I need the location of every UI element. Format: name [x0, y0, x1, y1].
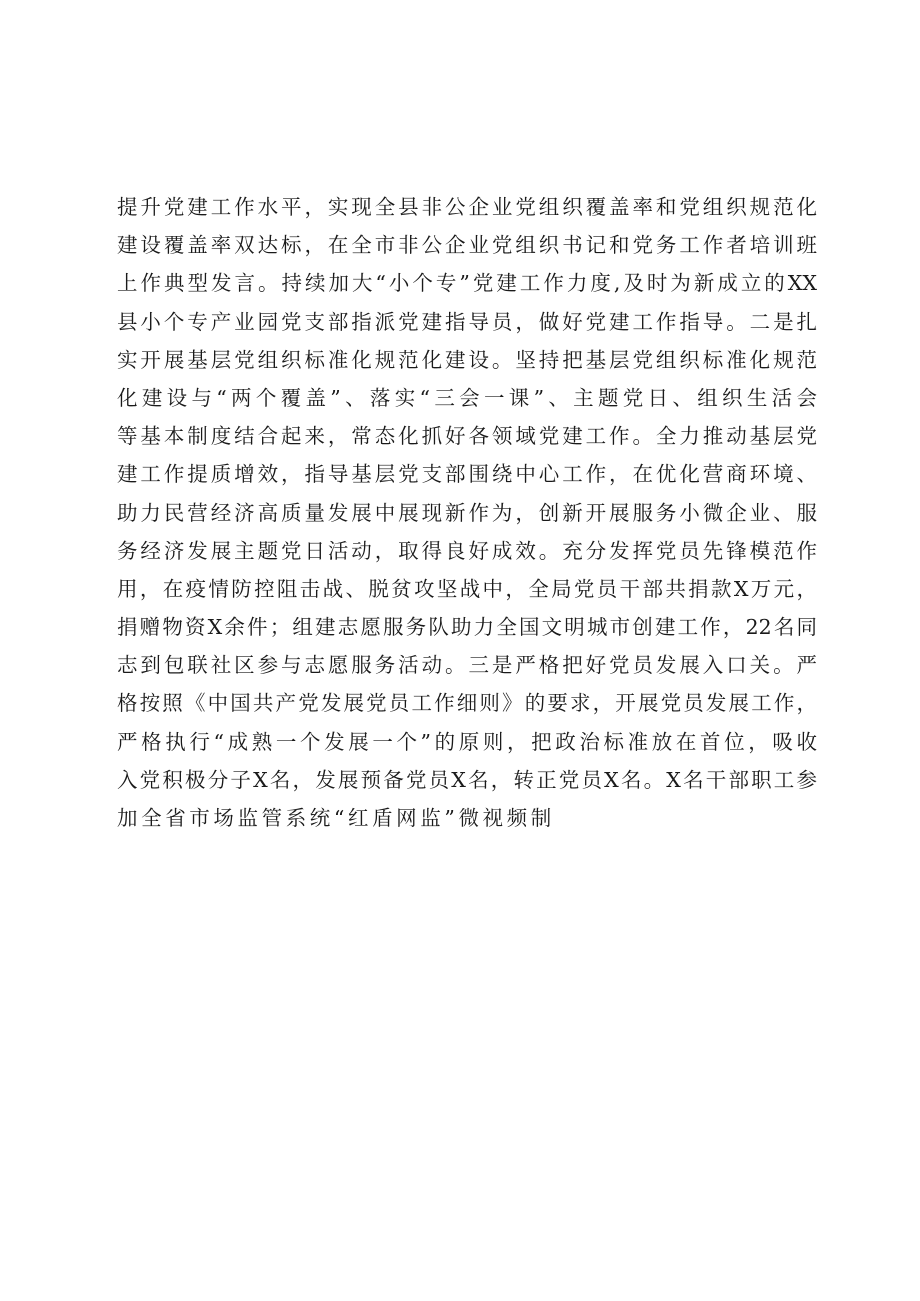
paragraph-line: 建设覆盖率双达标，在全市非公企业党组织书记和党务工作者培训班	[117, 233, 817, 258]
paragraph-line: 上作典型发言。持续加大“小个专”党建工作力度,及时为新成立的XX	[117, 271, 817, 296]
paragraph-line: 严格执行“成熟一个发展一个”的原则，把政治标准放在首位，吸收	[117, 729, 817, 754]
paragraph-line: 志到包联社区参与志愿服务活动。三是严格把好党员发展入口关。严	[117, 653, 817, 678]
paragraph-line: 捐赠物资X余件；组建志愿服务队助力全国文明城市创建工作，22名同	[117, 615, 817, 640]
paragraph-line: 格按照《中国共产党发展党员工作细则》的要求，开展党员发展工作，	[117, 691, 817, 716]
paragraph-line: 化建设与“两个覆盖”、落实“三会一课”、主题党日、组织生活会	[117, 385, 817, 410]
body-paragraph	[117, 188, 817, 837]
paragraph-line: 县小个专产业园党支部指派党建指导员，做好党建工作指导。二是扎	[117, 309, 817, 334]
paragraph-line: 实开展基层党组织标准化规范化建设。坚持把基层党组织标准化规范	[117, 347, 817, 372]
paragraph-line: 加全省市场监管系统“红盾网监”微视频制	[117, 806, 555, 830]
paragraph-line: 建工作提质增效，指导基层党支部围绕中心工作，在优化营商环境、	[117, 462, 817, 487]
paragraph-line: 入党积极分子X名，发展预备党员X名，转正党员X名。X名干部职工参	[117, 767, 817, 792]
paragraph-line: 提升党建工作水平，实现全县非公企业党组织覆盖率和党组织规范化	[117, 195, 817, 219]
paragraph-line: 等基本制度结合起来，常态化抓好各领域党建工作。全力推动基层党	[117, 424, 817, 449]
paragraph-line: 助力民营经济高质量发展中展现新作为，创新开展服务小微企业、服	[117, 500, 817, 525]
paragraph-line: 务经济发展主题党日活动，取得良好成效。充分发挥党员先锋模范作	[117, 538, 817, 563]
paragraph-line: 用，在疫情防控阻击战、脱贫攻坚战中，全局党员干部共捐款X万元，	[117, 576, 817, 601]
